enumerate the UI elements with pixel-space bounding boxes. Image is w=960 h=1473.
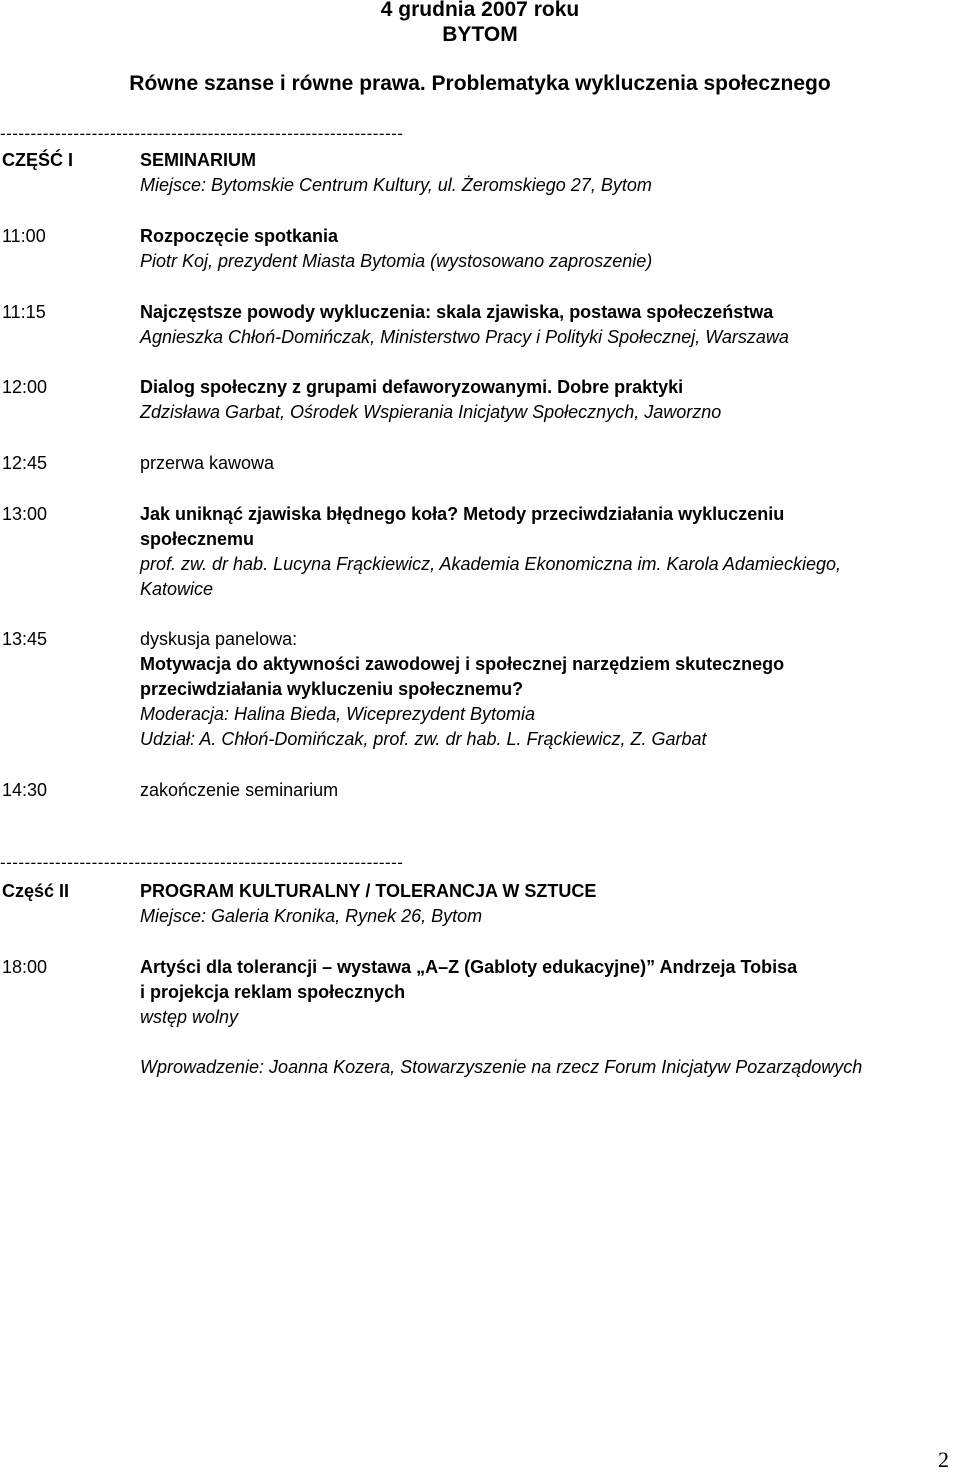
- item-time: 14:30: [2, 780, 48, 800]
- item-speaker-line1: prof. zw. dr hab. Lucyna Frąckiewicz, Akademia Ekonomiczna im. Karola Adamieckiego,: [140, 554, 841, 574]
- agenda-item: [140, 955, 958, 1030]
- item-time: 11:00: [2, 226, 46, 246]
- item-title: Najczęstsze powody wykluczenia: skala zjawiska, postawa społeczeństwa: [140, 302, 774, 322]
- part2-venue: Miejsce: Galeria Kronika, Rynek 26, Bytom: [140, 906, 483, 926]
- part1-label: CZĘŚĆ I: [2, 150, 74, 170]
- item-time: 12:00: [2, 377, 48, 397]
- item-speaker: Piotr Koj, prezydent Miasta Bytomia (wystosowano zaproszenie): [140, 251, 653, 271]
- agenda-item: [140, 300, 958, 350]
- part1-header: [140, 148, 958, 198]
- event-city: BYTOM: [442, 23, 518, 46]
- part2-header: [140, 879, 958, 929]
- item-title-line2: przeciwdziałania wykluczeniu społecznemu?: [140, 679, 524, 699]
- item-participants: Udział: A. Chłoń-Domińczak, prof. zw. dr hab. L. Frąckiewicz, Z. Garbat: [140, 729, 707, 749]
- item-time: 12:45: [2, 453, 48, 473]
- item-title-line2: i projekcja reklam społecznych: [140, 982, 406, 1002]
- agenda-item: [140, 502, 958, 602]
- item-intro: dyskusja panelowa:: [140, 629, 298, 649]
- item-speaker-line2: Katowice: [140, 579, 214, 599]
- item-title-line1: Jak uniknąć zjawiska błędnego koła? Metody przeciwdziałania wykluczeniu: [140, 504, 785, 524]
- agenda-item: [140, 451, 958, 476]
- part2-label: Część II: [2, 881, 70, 901]
- item-speaker: Agnieszka Chłoń-Domińczak, Ministerstwo Pracy i Polityki Społecznej, Warszawa: [140, 327, 789, 347]
- agenda-item: [140, 627, 958, 752]
- item-text: zakończenie seminarium: [140, 780, 339, 800]
- event-title: Równe szanse i równe prawa. Problematyka wykluczenia społecznego: [129, 72, 831, 95]
- item-text: przerwa kawowa: [140, 453, 275, 473]
- item-entry: wstęp wolny: [140, 1007, 239, 1027]
- item-speaker: Zdzisława Garbat, Ośrodek Wspierania Inicjatyw Społecznych, Jaworzno: [140, 402, 722, 422]
- item-introduction: Wprowadzenie: Joanna Kozera, Stowarzyszenie na rzecz Forum Inicjatyw Pozarządowych: [140, 1057, 863, 1077]
- divider: ------------------------------------------------------------------: [0, 853, 404, 872]
- item-title: Rozpoczęcie spotkania: [140, 226, 339, 246]
- part1-venue: Miejsce: Bytomskie Centrum Kultury, ul. Żeromskiego 27, Bytom: [140, 175, 652, 195]
- event-date: 4 grudnia 2007 roku: [380, 0, 580, 21]
- item-title-line1: Motywacja do aktywności zawodowej i społecznej narzędziem skutecznego: [140, 654, 785, 674]
- item-time: 11:15: [2, 302, 46, 322]
- part2-name: PROGRAM KULTURALNY / TOLERANCJA W SZTUCE: [140, 881, 597, 901]
- part2-introduction: [140, 1055, 958, 1080]
- agenda-item: [140, 224, 958, 274]
- agenda-item: [140, 375, 958, 425]
- item-title-line2: społecznemu: [140, 529, 255, 549]
- item-time: 13:45: [2, 629, 48, 649]
- part1-name: SEMINARIUM: [140, 150, 256, 170]
- agenda-item: [140, 778, 958, 803]
- divider: ------------------------------------------------------------------: [0, 124, 404, 143]
- item-time: 13:00: [2, 504, 48, 524]
- item-moderation: Moderacja: Halina Bieda, Wiceprezydent Bytomia: [140, 704, 536, 724]
- item-title-line1: Artyści dla tolerancji – wystawa „A–Z (Gabloty edukacyjne)” Andrzeja Tobisa: [140, 957, 798, 977]
- page-number: 2: [938, 1447, 949, 1472]
- item-time: 18:00: [2, 957, 48, 977]
- item-title: Dialog społeczny z grupami defaworyzowanymi. Dobre praktyki: [140, 377, 684, 397]
